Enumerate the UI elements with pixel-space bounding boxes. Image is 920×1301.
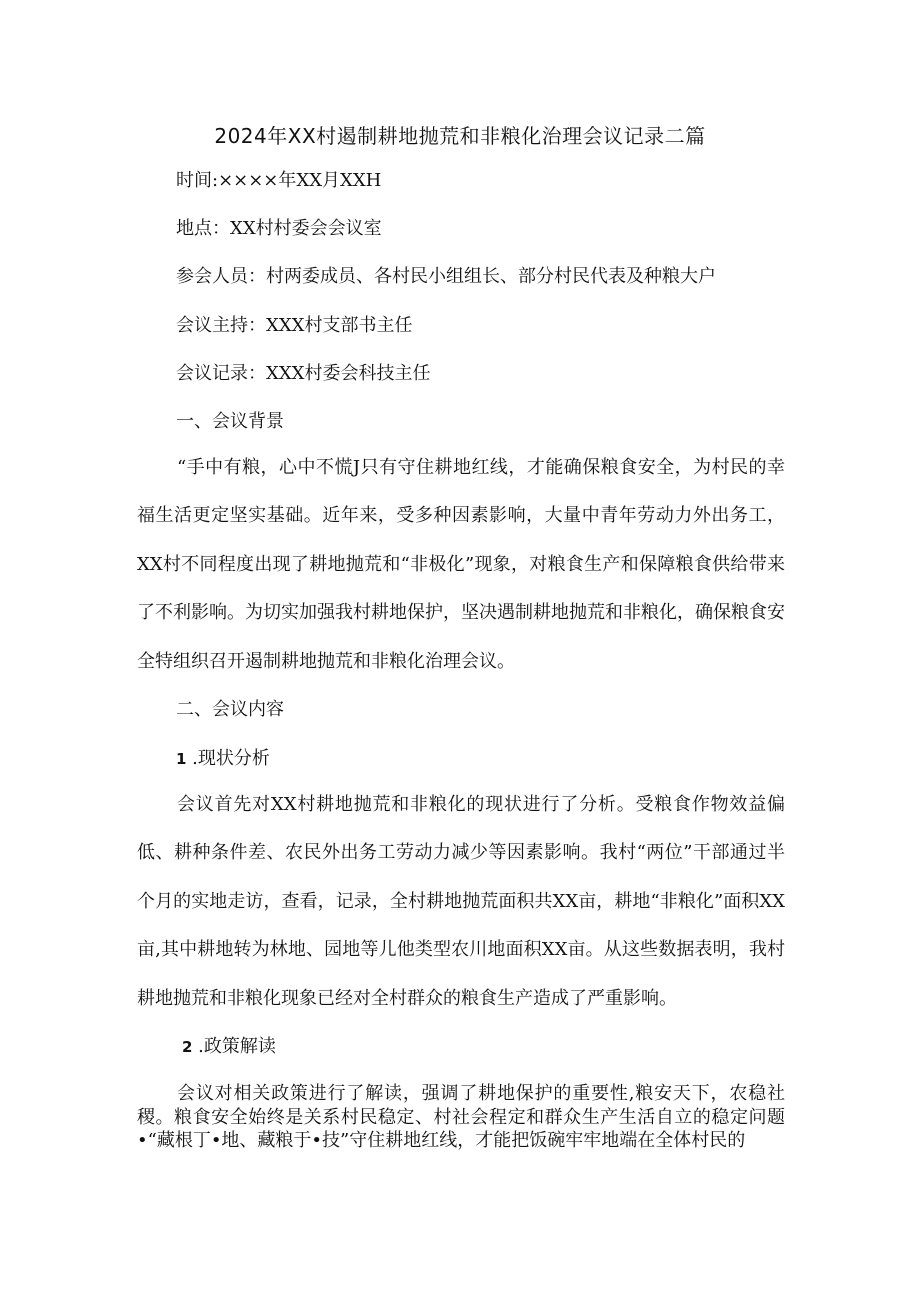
meeting-host: 会议主持：XXX村支部书主任 bbox=[176, 315, 413, 336]
section-1-heading: 一、会议背景 bbox=[176, 411, 284, 432]
section-1-paragraph: “手中有粮，心中不慌J只有守住耕地红线，才能确保粮食安全，为村民的幸福生活更定坚实基础。近年来，受多种因素影响，大量中青年劳动力外出务工，XX村不同程度出现了耕地抛荒和“非极化”现象，对粮食生产和保障粮食供给带来了不利影响。为切实加强我村耕地保护，坚决遇制耕地抛荒和非粮化，确保粮食安全特组织召开遏制耕地抛荒和非粮化治理会议。 bbox=[137, 457, 785, 672]
subsection-1-title: .现状分析 bbox=[192, 748, 270, 769]
subsection-1-number: 1 bbox=[176, 750, 187, 768]
document-title: 2024年XX村遏制耕地抛荒和非粮化治理会议记录二篇 bbox=[214, 124, 706, 148]
subsection-2-number: 2 bbox=[182, 1038, 193, 1056]
meeting-place: 地点：XX村村委会会议室 bbox=[176, 218, 382, 239]
section-2-heading: 二、会议内容 bbox=[176, 699, 284, 720]
subsection-1-paragraph: 会议首先对XX村耕地抛荒和非粮化的现状进行了分析。受粮食作物效益偏低、耕种条件差、农民外出务工劳动力减少等因素影响。我村“两位”干部通过半个月的实地走访，查看，记录，全村耕地抛荒面积共XX亩，耕地“非粮化”面积XX亩,其中耕地转为林地、园地等儿他类型农川地面积XX亩。从这些数据表明，我村耕地抛荒和非粮化现象已经对全村群众的粮食生产造成了严重影响。 bbox=[137, 794, 785, 1009]
subsection-2-paragraph: 会议对相关政策进行了解读，强调了耕地保护的重要性,粮安天下，农稳社稷。粮食安全始终是关系村民稳定、村社会程定和群众生产生活自立的稳定问题•“藏根丁•地、藏粮于•技”守住耕地红线，才能把饭碗牢牢地端在全体村民的 bbox=[137, 1083, 785, 1151]
subsection-2-title: .政策解读 bbox=[198, 1036, 276, 1057]
meeting-attendees: 参会人员：村两委成员、各村民小组组长、部分村民代表及种粮大户 bbox=[176, 266, 716, 287]
subsection-2-heading bbox=[182, 1034, 276, 1060]
subsection-1-heading bbox=[176, 746, 270, 772]
meeting-recorder: 会议记录：XXX村委会科技主任 bbox=[176, 363, 431, 384]
meeting-time: 时间:××××年XX月XXH bbox=[176, 170, 382, 191]
